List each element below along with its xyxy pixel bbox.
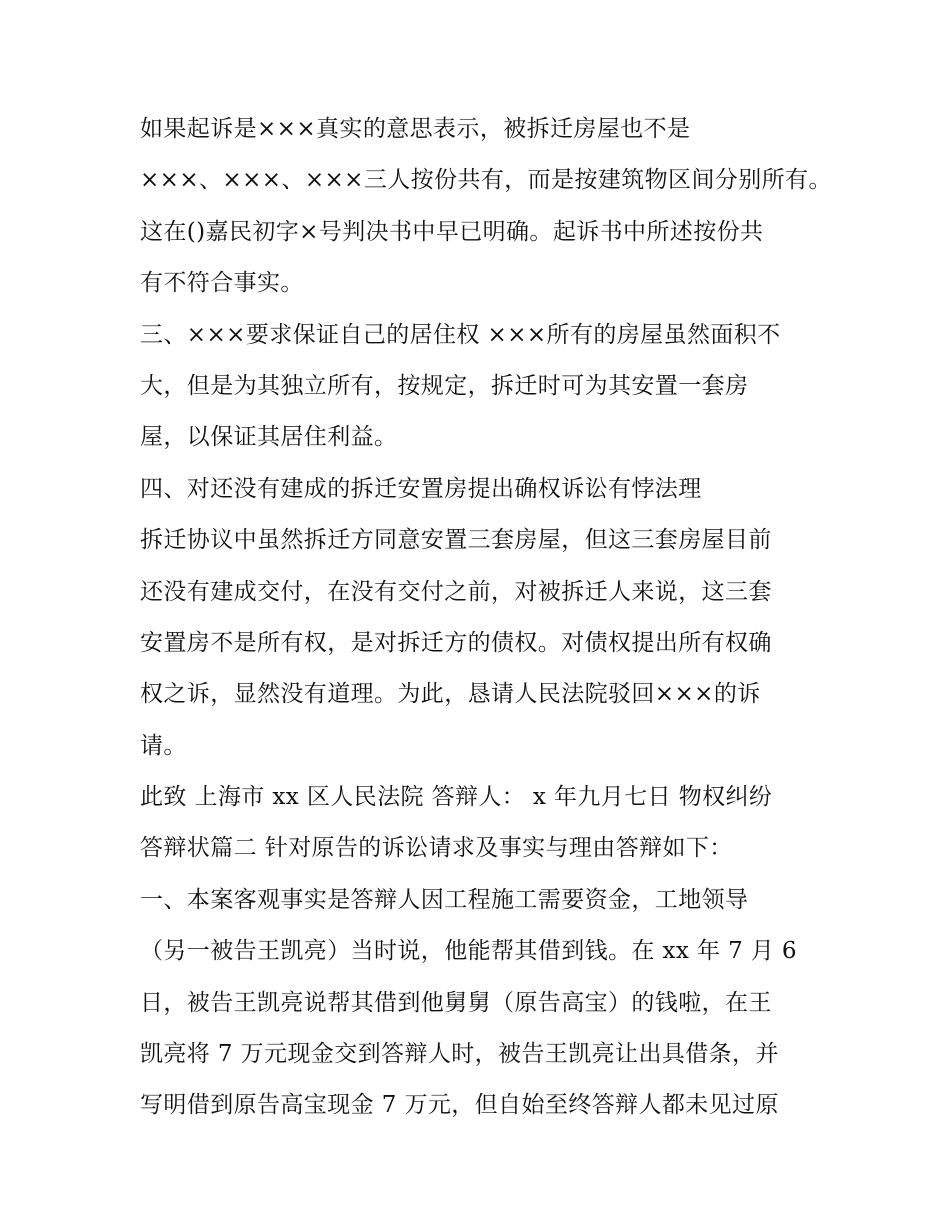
text-line: 四、对还没有建成的拆迁安置房提出确权诉讼有悖法理 [140, 475, 702, 502]
text-line: 权之诉，显然没有道理。为此，恳请人民法院驳回×××的诉 [140, 681, 761, 708]
text-line: 日，被告王凯亮说帮其借到他舅舅（原告高宝）的钱啦，在王 [140, 989, 772, 1016]
text-line: 凯亮将 7 万元现金交到答辩人时，被告王凯亮让出具借条，并 [140, 1041, 779, 1068]
text-line: 有不符合事实。 [140, 270, 304, 297]
text-line: 三、×××要求保证自己的居住权 ×××所有的房屋虽然面积不 [140, 321, 781, 348]
text-line: 拆迁协议中虽然拆迁方同意安置三套房屋，但这三套房屋目前 [140, 527, 772, 554]
text-line: 此致 上海市 xx 区人民法院 答辩人： x 年九月七日 物权纠纷 [140, 784, 773, 811]
text-line: 这在()嘉民初字×号判决书中早已明确。起诉书中所述按份共 [140, 218, 764, 245]
text-line: 答辩状篇二 针对原告的诉讼请求及事实与理由答辩如下： [140, 835, 733, 862]
text-line: 大，但是为其独立所有，按规定，拆迁时可为其安置一套房 [140, 372, 749, 399]
text-line: 如果起诉是×××真实的意思表示，被拆迁房屋也不是 [140, 116, 691, 142]
text-line: 屋，以保证其居住利益。 [140, 424, 398, 451]
text-line: 一、本案客观事实是答辩人因工程施工需要资金，工地领导 [140, 886, 749, 913]
text-line: ×××、×××、×××三人按份共有，而是按建筑物区间分别所有。 [140, 167, 832, 194]
text-line: 请。 [140, 732, 187, 759]
text-line: （另一被告王凯亮）当时说，他能帮其借到钱。在 xx 年 7 月 6 [140, 938, 797, 965]
document-body [140, 104, 832, 1132]
text-line: 安置房不是所有权，是对拆迁方的债权。对债权提出所有权确 [140, 629, 772, 656]
text-line: 还没有建成交付，在没有交付之前，对被拆迁人来说，这三套 [140, 578, 772, 605]
text-line: 写明借到原告高宝现金 7 万元，但自始至终答辩人都未见过原 [140, 1092, 779, 1119]
